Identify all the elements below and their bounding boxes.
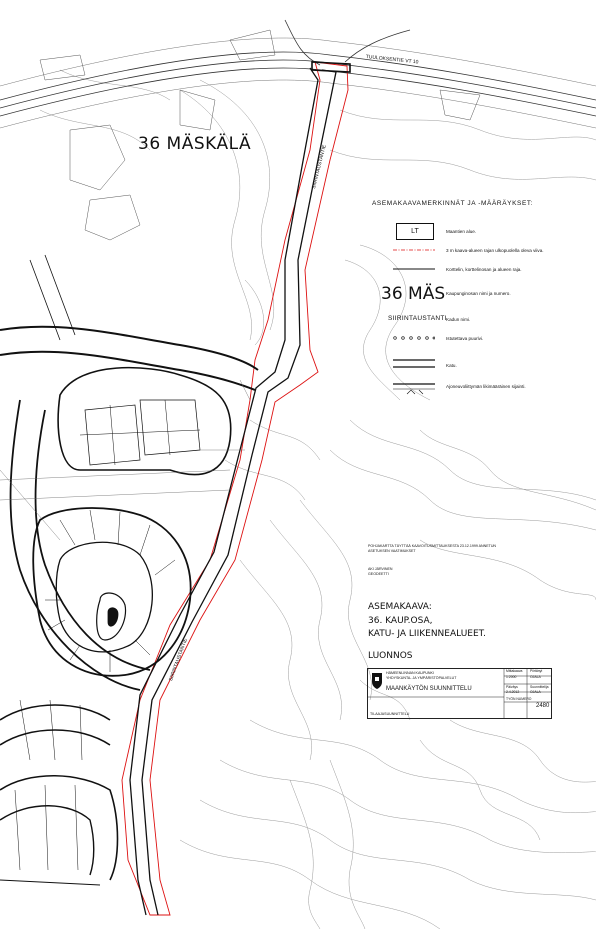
org-unit: YHDYSKUNTA- JA YMPÄRISTÖPALVELUT <box>386 676 457 680</box>
legend-item-text: Maantien alue. <box>446 229 477 234</box>
plan-title-line: KATU- JA LIIKENNEALUEET. <box>368 629 486 639</box>
legend-item-text: 3 m kaava-alueen rajan ulkopuolella oleva viiva. <box>446 248 544 253</box>
district-label: 36 MÄSKÄLÄ <box>138 134 252 154</box>
legend-title: ASEMAKAAVAMERKINNÄT JA -MÄÄRÄYKSET: <box>372 200 534 207</box>
plan-title-line: ASEMAKAAVA: <box>368 602 432 612</box>
title-block-department: MAANKÄYTÖN SUUNNITTELU <box>386 686 472 692</box>
title-block-org <box>386 671 456 681</box>
org-name: HÄMEENLINNAN KAUPUNKI <box>386 671 434 675</box>
legend-item-text: Kaupunginosan nimi ja numero. <box>446 291 511 296</box>
plan-title-line: 36. KAUP.OSA, <box>368 615 433 626</box>
legend-item-text: Istutettava puurivi. <box>446 336 484 341</box>
legend-item-text: Katu. <box>446 363 457 368</box>
plan-title <box>368 601 486 642</box>
base-map-note: POHJAKARTTA TÄYTTÄÄ KAAVOITUSMITTAUKSESTA 23.12.1999 ANNETUN <box>368 544 497 548</box>
designer-label: Suunnittelija <box>530 685 549 689</box>
legend-item-text: Korttelin, korttelinosan ja alueen raja. <box>446 267 522 272</box>
legend-item-text: Ajoneuvoliittymän likimääräinen sijainti. <box>446 384 526 389</box>
street-label-south: SIIRINTAUSTANTIE <box>168 637 190 683</box>
legend-more-symbols <box>393 332 435 402</box>
date-value: 2.4.2012 <box>506 690 520 694</box>
plan-status: LUONNOS <box>368 651 413 661</box>
legend-item-text: Kadun nimi. <box>446 317 471 322</box>
legend-symbol-district: 36 MÄS <box>381 284 446 304</box>
signer-name: AKI JÄRVINEN <box>368 567 393 571</box>
legend-symbol-lt: LT <box>396 223 434 240</box>
highway-label: TUULOKSENTIE VT 10 <box>365 54 419 66</box>
work-number: 2480 <box>536 703 550 709</box>
title-block-footer: TILAAJASUUNNITTELU <box>370 712 410 716</box>
drawn-value: OJALA <box>530 675 541 679</box>
legend-symbol-street: SIIRINTAUSTANTI <box>388 315 447 322</box>
coat-of-arms-icon <box>372 673 382 689</box>
signer-title: GEODEETTI <box>368 572 389 576</box>
drawn-label: Piirtänyt <box>530 669 543 673</box>
street-label-north: SIIRINTAUSTANTIE <box>311 144 328 190</box>
legend-line-symbols <box>393 245 435 275</box>
scale-value: 1:2000 <box>506 675 517 679</box>
work-number-label: TYÖN NUMERO <box>506 697 532 701</box>
designer-value: OJALA <box>530 690 541 694</box>
date-label: Päiväys <box>506 685 518 689</box>
base-map-note: ASETUKSEN VAATIMUKSET <box>368 549 416 553</box>
scale-label: Mittakaava <box>506 669 523 673</box>
